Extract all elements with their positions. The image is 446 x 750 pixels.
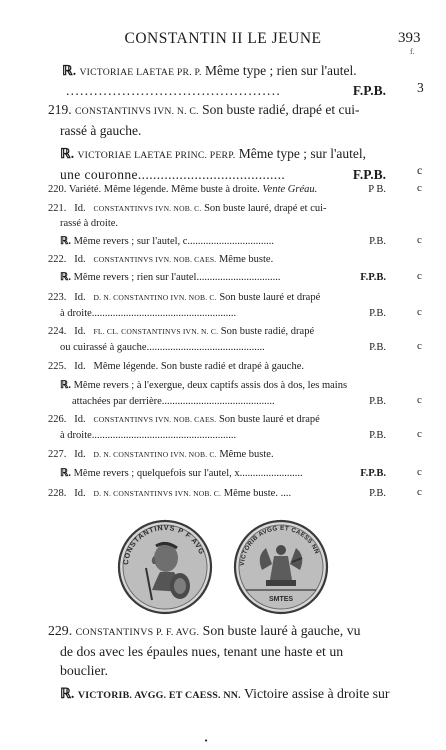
reverse-symbol: ℝ. — [60, 272, 71, 283]
obverse-legend: CONSTANTINVS P F AVG — [120, 522, 207, 566]
catalog-entry — [48, 290, 386, 322]
reverse-symbol: ℝ. — [60, 236, 71, 247]
entry-line — [48, 306, 386, 322]
legend-text: CONSTANTINVS IVN. N. C. — [75, 106, 199, 117]
legend-text: VICTORIAE LAETAE PR. P. — [79, 67, 202, 78]
legend-text: D. N. CONSTANTINO IVN. NOB. C. — [93, 450, 217, 459]
description-text: Même type ; sur l'autel, — [238, 146, 367, 161]
description-text: Même revers ; à l'exergue, deux captifs assis dos à dos, les mains — [73, 380, 348, 391]
entry-line — [60, 394, 386, 410]
dot-leader: .............................................. — [66, 83, 282, 98]
id-marker: Id. — [74, 203, 86, 214]
rarity-mark: 3 — [417, 80, 424, 95]
entry-line — [48, 290, 386, 306]
price-grade: P.B. — [369, 308, 386, 319]
description-text: Même buste. — [219, 449, 274, 460]
description-text: à droite....................................................... — [60, 430, 237, 441]
reverse-symbol: ℝ. — [60, 146, 75, 161]
entry-number: 226. — [48, 414, 67, 425]
price-grade: F.P.B. — [352, 167, 386, 182]
price-grade: P.B. — [369, 236, 386, 247]
rarity-mark: c — [417, 394, 422, 406]
entry-line — [60, 378, 386, 394]
id-marker: Id. — [74, 449, 86, 460]
description-text: Variété. Même légende. Même buste à droite. — [68, 184, 260, 195]
entry-number: 225. — [48, 361, 67, 372]
page-number: 393 — [398, 30, 421, 46]
price-grade: F.P.B. — [352, 83, 386, 98]
catalog-entry — [48, 324, 386, 356]
rarity-mark: c — [417, 234, 422, 246]
reverse-symbol: ℝ. — [60, 380, 71, 391]
reverse-symbol: ℝ. — [60, 468, 71, 479]
page-mark: f. — [410, 47, 415, 56]
entry-number: 229. — [48, 623, 73, 638]
rarity-mark: c — [417, 306, 422, 318]
source-reference: Vente Gréau. — [262, 184, 318, 195]
description-text: Même buste. — [218, 254, 274, 265]
entry-line: rassé à droite. — [60, 218, 119, 229]
entry-line — [60, 62, 386, 82]
legend-text: VICTORIB. AVGG. ET CAESS. NN. — [77, 690, 241, 701]
description-text: Même buste. .... — [223, 488, 292, 499]
reverse-exergue: SMTES — [268, 596, 294, 603]
reverse-symbol: ℝ. — [62, 63, 77, 78]
catalog-entry — [60, 270, 386, 285]
description-text: Son buste radié, drapé et cui- — [202, 102, 360, 117]
rarity-mark: c — [417, 270, 422, 282]
entry-line — [60, 144, 386, 165]
entry-line — [48, 621, 388, 642]
catalog-entry — [60, 62, 386, 100]
catalog-entry — [60, 144, 386, 184]
catalog-entry — [60, 234, 386, 249]
obverse-coin — [119, 521, 211, 613]
coin-illustration — [116, 518, 338, 616]
catalog-entry — [60, 466, 386, 481]
price-grade: P.B. — [369, 342, 386, 353]
description-text: Son buste lauré à gauche, vu — [202, 623, 361, 638]
legend-text: CONSTANTINVS IVN. NOB. CAES. — [93, 415, 217, 424]
description-text: Son buste lauré et drapé — [219, 292, 321, 303]
catalog-entry — [48, 201, 386, 231]
description-text: Son buste radié, drapé — [220, 326, 315, 337]
reverse-symbol: ℝ. — [60, 686, 75, 701]
legend-text: CONSTANTINVS IVN. NOB. CAES. — [93, 255, 217, 264]
entry-line — [48, 201, 386, 216]
description-text: Même type ; rien sur l'autel. — [205, 63, 357, 78]
entry-line: rassé à gauche. — [60, 123, 142, 138]
entry-line — [60, 82, 386, 100]
description-text: Même revers ; rien sur l'autel................................ — [73, 272, 281, 283]
entry-number: 221. — [48, 203, 67, 214]
description-text: Même revers ; sur l'autel, c................................. — [73, 236, 275, 247]
entry-line — [48, 428, 386, 444]
rarity-mark: c — [417, 163, 423, 177]
entry-line — [60, 270, 342, 285]
catalog-entry — [48, 359, 386, 374]
catalog-entry — [48, 100, 386, 140]
entry-line — [48, 412, 386, 428]
reverse-coin — [235, 521, 327, 613]
reverse-legend: VICTORIB AVGG ET CAESS NN — [238, 524, 321, 567]
entry-number: 219. — [48, 102, 72, 117]
catalog-entry — [48, 486, 386, 501]
rarity-mark: c — [417, 340, 422, 352]
catalog-entry — [48, 182, 386, 198]
description-text: à droite....................................................... — [60, 308, 237, 319]
entry-line — [48, 324, 386, 340]
price-grade: P.B. — [369, 430, 386, 441]
description-text: ou cuirassé à gauche............................................. — [60, 342, 265, 353]
description-text: attachées par derrière........................................... — [72, 396, 275, 407]
entry-line: de dos avec les épaules nues, tenant une haste et un — [60, 644, 344, 659]
legend-text: D. N. CONSTANTINO IVN. NOB. C. — [93, 293, 217, 302]
price-grade: F.P.B. — [360, 272, 386, 283]
description-text: une couronne....................................... — [60, 167, 286, 182]
legend-text: CONSTANTINVS P. F. AVG. — [75, 627, 200, 638]
entry-number: 227. — [48, 449, 67, 460]
price-grade: P.B. — [369, 396, 386, 407]
entry-line — [48, 182, 317, 198]
id-marker: Id. — [74, 488, 86, 499]
catalog-entry — [60, 684, 390, 705]
catalog-entry — [48, 447, 386, 462]
catalog-entry — [48, 412, 386, 444]
legend-text: VICTORIAE LAETAE PRINC. PERP. — [77, 150, 236, 161]
id-marker: Id. — [74, 292, 86, 303]
id-marker: Id. — [74, 361, 86, 372]
legend-text: FL. CL. CONSTANTINVS IVN. N. C. — [93, 327, 219, 336]
price-grade: F.P.B. — [360, 468, 386, 479]
id-marker: Id. — [74, 254, 86, 265]
entry-line: bouclier. — [60, 663, 108, 678]
entry-line — [48, 100, 386, 121]
id-marker: Id. — [74, 326, 86, 337]
id-marker: Id. — [74, 414, 86, 425]
price-grade: P B. — [368, 184, 386, 195]
entry-number: 220. — [48, 184, 67, 195]
rarity-mark: c — [417, 466, 422, 478]
entry-number: 222. — [48, 254, 67, 265]
entry-number: 224. — [48, 326, 67, 337]
rarity-mark: c — [417, 428, 422, 440]
description-text: Victoire assise à droite sur — [244, 686, 390, 701]
description-text: Même légende. Son buste radié et drapé à gauche. — [93, 361, 304, 372]
footer-ornament: • — [204, 737, 209, 745]
entry-number: 223. — [48, 292, 67, 303]
legend-text: CONSTANTINVS IVN. NOB. C. — [93, 204, 202, 213]
catalog-entry — [48, 621, 388, 680]
running-header: CONSTANTIN II LE JEUNE — [124, 30, 322, 47]
entry-line — [60, 234, 350, 249]
entry-number: 228. — [48, 488, 67, 499]
description-text: Son buste lauré et drapé — [218, 414, 320, 425]
description-text: Son buste lauré, drapé et cui- — [204, 203, 327, 214]
catalog-entry — [48, 252, 386, 267]
price-grade: P.B. — [369, 488, 386, 499]
entry-line — [48, 486, 291, 501]
catalog-entry — [60, 378, 386, 410]
legend-text: D. N. CONSTANTINVS IVN. NOB. C. — [93, 489, 222, 498]
rarity-mark: c — [417, 182, 422, 194]
entry-line — [48, 340, 386, 356]
description-text: Même revers ; quelquefois sur l'autel, x........................ — [73, 468, 303, 479]
rarity-mark: c — [417, 486, 422, 498]
entry-line — [60, 466, 342, 481]
